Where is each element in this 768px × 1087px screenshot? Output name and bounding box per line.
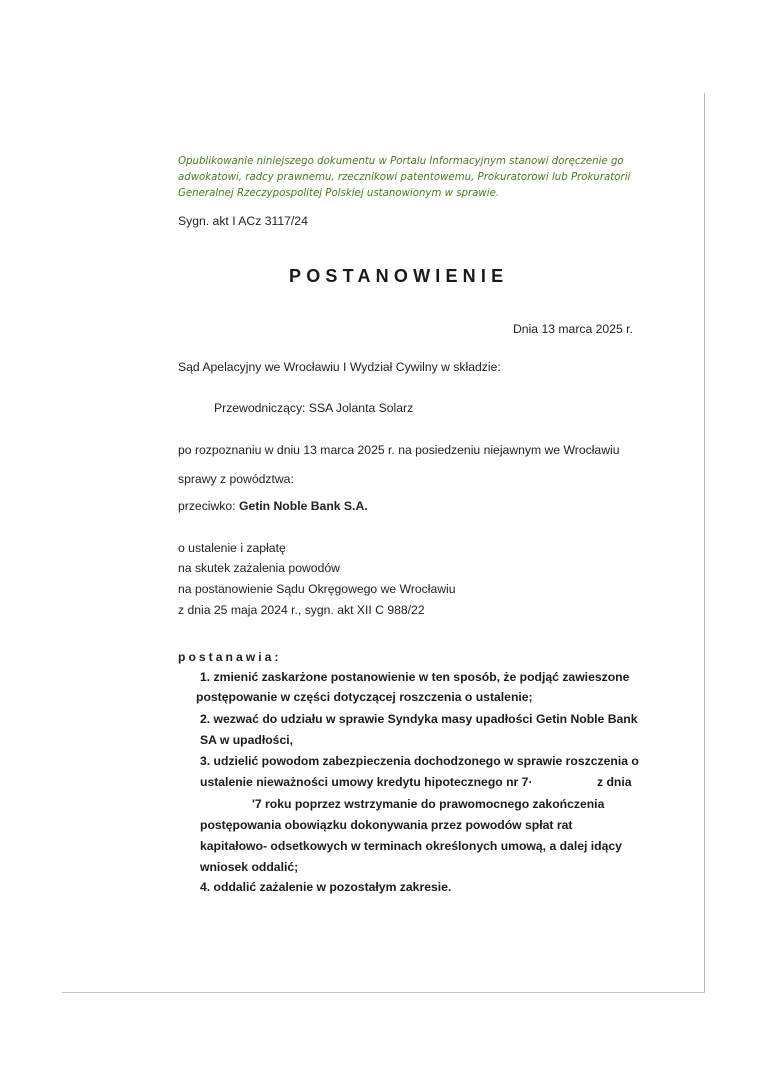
case-number: Sygn. akt I ACz 3117/24 bbox=[178, 214, 308, 228]
page-right-edge bbox=[704, 93, 705, 993]
court-composition: Sąd Apelacyjny we Wrocławiu I Wydział Cywilny w składzie: bbox=[178, 360, 501, 374]
ruling-line: wniosek oddalić; bbox=[200, 860, 299, 874]
ruling-line: kapitałowo- odsetkowych w terminach określonych umową, a dalej idący bbox=[200, 839, 622, 853]
ruling-line: postępowania obowiązku dokonywania przez powodów spłat rat bbox=[200, 818, 573, 832]
ruling-heading: postanawia: bbox=[178, 650, 282, 664]
ruling-line: 3. udzielić powodom zabezpieczenia dochodzonego w sprawie roszczenia o bbox=[200, 754, 639, 768]
subject-line: na postanowienie Sądu Okręgowego we Wrocławiu bbox=[178, 582, 456, 596]
defendant-line bbox=[178, 499, 368, 513]
claim-intro: sprawy z powództwa: bbox=[178, 472, 294, 486]
presiding-judge: Przewodniczący: SSA Jolanta Solarz bbox=[214, 401, 414, 415]
ruling-line: postępowanie w części dotyczącej roszczenia o ustalenie; bbox=[196, 690, 533, 704]
ruling-line: 4. oddalić zażalenie w pozostałym zakresie. bbox=[200, 880, 452, 894]
ruling-line: SA w upadłości, bbox=[200, 733, 294, 747]
ruling-line: ustalenie nieważności umowy kredytu hipotecznego nr 7· bbox=[200, 775, 533, 789]
hearing-info: po rozpoznaniu w dniu 13 marca 2025 r. na posiedzeniu niejawnym we Wrocławiu bbox=[178, 443, 620, 457]
ruling-line: 1. zmienić zaskarżone postanowienie w ten sposób, że podjąć zawieszone bbox=[200, 670, 630, 684]
ruling-line: 2. wezwać do udziału w sprawie Syndyka masy upadłości Getin Noble Bank bbox=[200, 712, 638, 726]
page-bottom-edge bbox=[62, 992, 705, 993]
notice-line: Opublikowanie niniejszego dokumentu w Portalu Informacyjnym stanowi doręczenie go bbox=[178, 156, 624, 167]
date-line: Dnia 13 marca 2025 r. bbox=[513, 322, 633, 336]
defendant-name: Getin Noble Bank S.A. bbox=[238, 499, 368, 513]
ruling-line: '7 roku poprzez wstrzymanie do prawomocnego zakończenia bbox=[252, 797, 605, 811]
subject-line: na skutek zażalenia powodów bbox=[178, 561, 340, 575]
defendant-label: przeciwko: bbox=[178, 499, 239, 513]
document-title: POSTANOWIENIE bbox=[289, 266, 509, 286]
subject-line: o ustalenie i zapłatę bbox=[178, 541, 286, 555]
notice-line: adwokatowi, radcy prawnemu, rzecznikowi patentowemu, Prokuratorowi lub Prokuratorii bbox=[178, 172, 631, 183]
subject-line: z dnia 25 maja 2024 r., sygn. akt XII C 988/22 bbox=[178, 603, 425, 617]
ruling-line: z dnia bbox=[597, 775, 632, 789]
publication-notice bbox=[178, 154, 648, 202]
notice-line: Generalnej Rzeczypospolitej Polskiej ustanowionym w sprawie. bbox=[178, 188, 500, 199]
